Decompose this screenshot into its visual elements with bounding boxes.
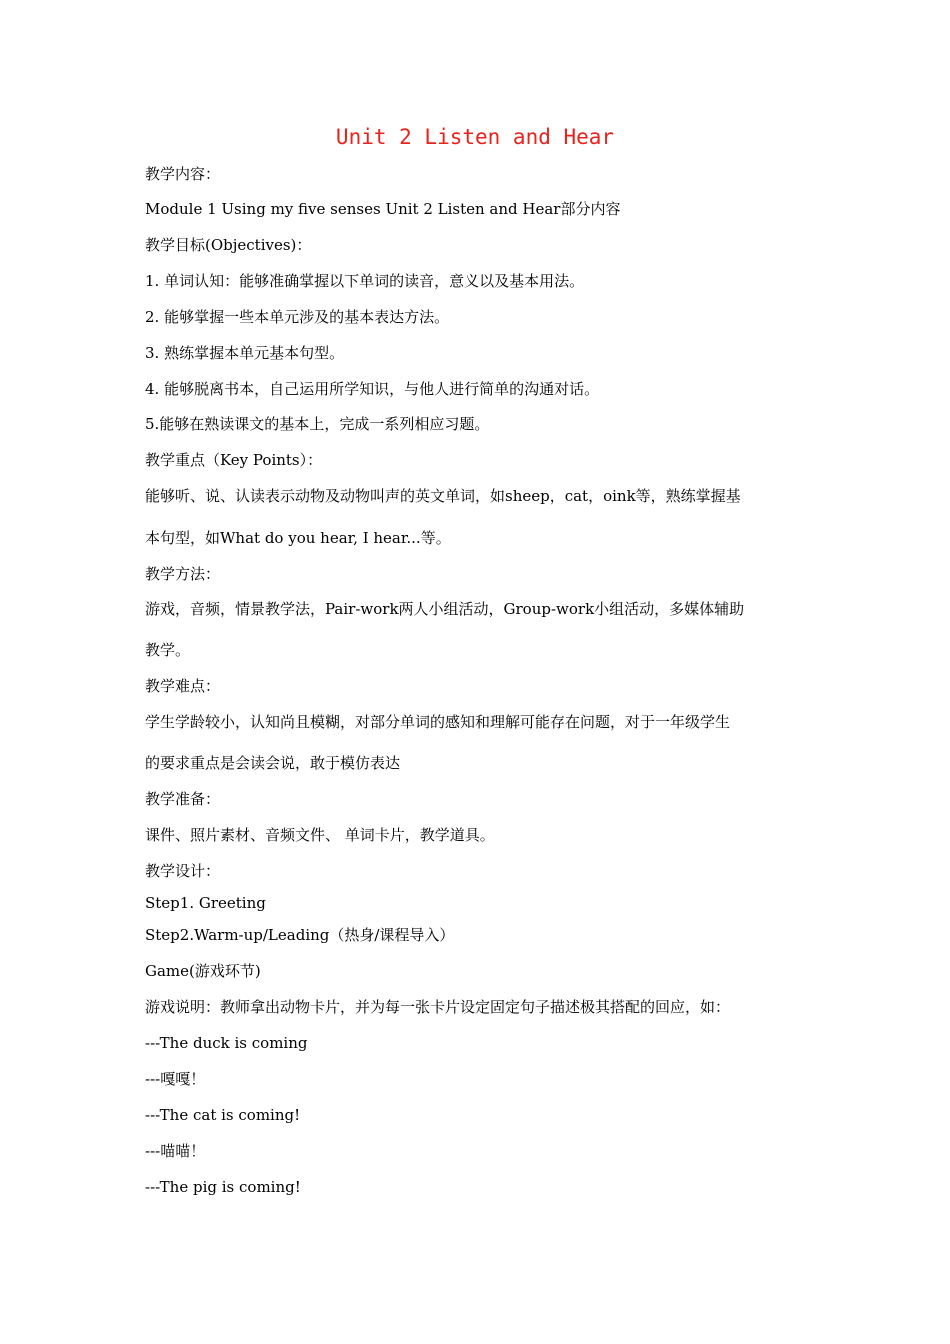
text-line: 游戏，音频，情景教学法，Pair-work两人小组活动，Group-work小组活动，多媒体辅助 — [145, 600, 745, 618]
text-line: Step1. Greeting — [145, 894, 266, 912]
text-line: 学生学龄较小，认知尚且模糊，对部分单词的感知和理解可能存在问题，对于一年级学生 — [145, 713, 731, 731]
text-line: 教学内容： — [145, 165, 221, 183]
document-title: Unit 2 Listen and Hear — [335, 125, 615, 149]
text-line: 教学难点： — [145, 677, 221, 695]
text-line: Module 1 Using my five senses Unit 2 Listen and Hear部分内容 — [145, 200, 621, 218]
text-line: ---The pig is coming! — [145, 1178, 301, 1196]
text-line: 2. 能够掌握一些本单元涉及的基本表达方法。 — [145, 308, 450, 326]
text-line: 教学重点（Key Points）： — [145, 451, 323, 469]
text-line: 1. 单词认知：能够准确掌握以下单词的读音，意义以及基本用法。 — [145, 272, 585, 290]
text-line: 教学。 — [145, 641, 191, 659]
text-line: 的要求重点是会读会说，敢于模仿表达 — [145, 754, 401, 772]
text-line: ---The duck is coming — [145, 1034, 308, 1052]
text-line: 本句型，如What do you hear, I hear...等。 — [145, 529, 451, 547]
text-line: 4. 能够脱离书本，自己运用所学知识，与他人进行简单的沟通对话。 — [145, 380, 600, 398]
text-line: 教学目标(Objectives)： — [145, 236, 312, 254]
text-line: ---嘎嘎！ — [145, 1070, 206, 1088]
text-line: Step2.Warm-up/Leading（热身/课程导入） — [145, 926, 455, 944]
text-line: 课件、照片素材、音频文件、 单词卡片，教学道具。 — [145, 826, 495, 844]
text-line: ---喵喵！ — [145, 1142, 206, 1160]
text-line: 能够听、说、认读表示动物及动物叫声的英文单词，如sheep，cat，oink等，熟练掌握基 — [145, 487, 741, 505]
text-line: 3. 熟练掌握本单元基本句型。 — [145, 344, 345, 362]
text-line: ---The cat is coming! — [145, 1106, 301, 1124]
text-line: 游戏说明：教师拿出动物卡片，并为每一张卡片设定固定句子描述极其搭配的回应，如： — [145, 998, 731, 1016]
text-line: 教学设计： — [145, 862, 221, 880]
text-line: 教学方法： — [145, 565, 221, 583]
text-line: 教学准备： — [145, 790, 221, 808]
text-line: 5.能够在熟读课文的基本上，完成一系列相应习题。 — [145, 415, 490, 433]
text-line: Game(游戏环节) — [145, 962, 261, 980]
